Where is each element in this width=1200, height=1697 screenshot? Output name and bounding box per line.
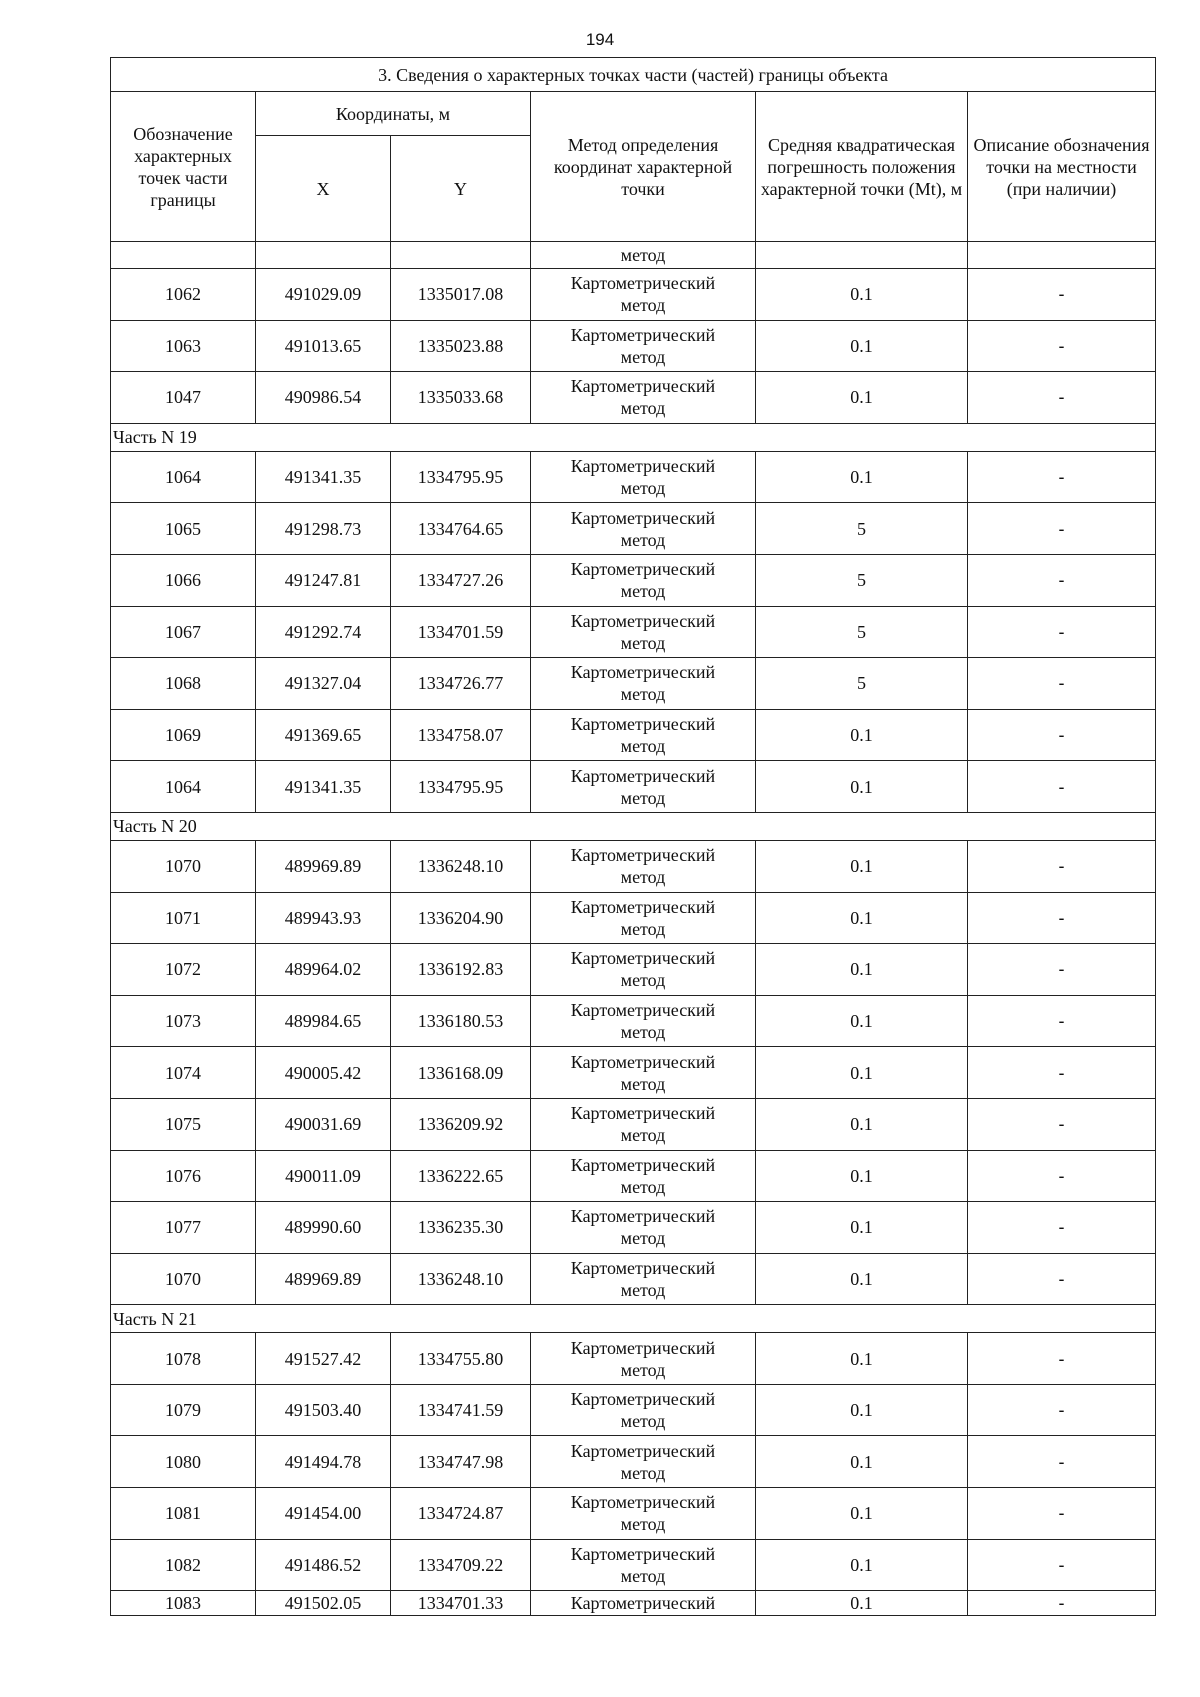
method-line-1: Картометрический <box>570 1492 716 1513</box>
method-line-2: метод <box>620 1073 666 1094</box>
cell-x: 491341.35 <box>256 451 391 503</box>
method-line-2: метод <box>620 398 666 419</box>
cell-y: 1336180.53 <box>391 995 531 1047</box>
cell-point-id: 1072 <box>111 944 256 996</box>
cell-point-id: 1079 <box>111 1384 256 1436</box>
cell-x: 491494.78 <box>256 1436 391 1488</box>
cell-empty <box>111 242 256 269</box>
cell-method <box>531 1150 756 1202</box>
cell-accuracy: 5 <box>756 503 968 555</box>
method-line-2: метод <box>620 1514 666 1535</box>
table-row <box>111 892 1156 944</box>
cell-x: 491292.74 <box>256 606 391 658</box>
method-line-1: Картометрический <box>570 896 716 917</box>
cell-point-id: 1080 <box>111 1436 256 1488</box>
header-description: Описание обозначения точки на местности (при наличии) <box>968 92 1156 242</box>
cell-description: - <box>968 451 1156 503</box>
method-line-2: метод <box>620 867 666 888</box>
cell-x: 491486.52 <box>256 1539 391 1591</box>
cell-point-id: 1070 <box>111 1253 256 1305</box>
cell-method <box>531 1202 756 1254</box>
cell-description: - <box>968 1150 1156 1202</box>
cell-description: - <box>968 658 1156 710</box>
cell-description: - <box>968 1539 1156 1591</box>
method-line-2: метод <box>620 684 666 705</box>
method-line-1: Картометрический <box>570 507 716 528</box>
method-line-1: Картометрический <box>570 1257 716 1278</box>
cell-method <box>531 606 756 658</box>
header-accuracy: Средняя квадратическая погрешность положения характерной точки (Mt), м <box>756 92 968 242</box>
table-row <box>111 320 1156 372</box>
cell-point-id: 1083 <box>111 1591 256 1616</box>
method-line-2: метод <box>620 1462 666 1483</box>
cell-method <box>531 709 756 761</box>
method-line-2: метод <box>620 787 666 808</box>
table-row <box>111 1150 1156 1202</box>
cell-y: 1335017.08 <box>391 269 531 321</box>
cell-empty <box>256 242 391 269</box>
cell-description: - <box>968 892 1156 944</box>
table-row <box>111 554 1156 606</box>
cell-x: 490986.54 <box>256 372 391 424</box>
cell-accuracy: 0.1 <box>756 1047 968 1099</box>
cell-method <box>531 1591 756 1616</box>
cell-point-id: 1074 <box>111 1047 256 1099</box>
method-line-2: метод <box>620 478 666 499</box>
cell-accuracy: 0.1 <box>756 1436 968 1488</box>
cell-y: 1334795.95 <box>391 761 531 813</box>
cell-x: 491341.35 <box>256 761 391 813</box>
cell-empty <box>756 242 968 269</box>
cell-description: - <box>968 1488 1156 1540</box>
cell-method <box>531 840 756 892</box>
method-line-1: Картометрический <box>570 1337 716 1358</box>
cell-x: 489984.65 <box>256 995 391 1047</box>
cell-accuracy: 0.1 <box>756 995 968 1047</box>
cell-x: 490031.69 <box>256 1098 391 1150</box>
cell-method <box>531 503 756 555</box>
table-row <box>111 1591 1156 1616</box>
table-row <box>111 709 1156 761</box>
cell-method <box>531 1333 756 1385</box>
method-line-2: метод <box>620 632 666 653</box>
method-line-1: Картометрический <box>570 1154 716 1175</box>
cell-method <box>531 892 756 944</box>
table-row <box>111 269 1156 321</box>
cell-y: 1335033.68 <box>391 372 531 424</box>
cell-x: 491298.73 <box>256 503 391 555</box>
method-line-1: Картометрический <box>570 1389 716 1410</box>
cell-accuracy: 0.1 <box>756 944 968 996</box>
cell-description: - <box>968 709 1156 761</box>
method-line-2: метод <box>620 1125 666 1146</box>
method-line-1: Картометрический <box>570 1440 716 1461</box>
cell-accuracy: 0.1 <box>756 269 968 321</box>
method-line-2: метод <box>620 1176 666 1197</box>
cell-method <box>531 1488 756 1540</box>
cell-description: - <box>968 606 1156 658</box>
cell-method <box>531 1539 756 1591</box>
cell-y: 1336248.10 <box>391 1253 531 1305</box>
cell-y: 1334758.07 <box>391 709 531 761</box>
header-y: Y <box>391 136 531 242</box>
method-line-1: Картометрический <box>570 324 716 345</box>
method-line-2: метод <box>620 1022 666 1043</box>
cell-description: - <box>968 1047 1156 1099</box>
cell-y: 1336235.30 <box>391 1202 531 1254</box>
cell-x: 489990.60 <box>256 1202 391 1254</box>
cell-y: 1334701.59 <box>391 606 531 658</box>
cell-accuracy: 0.1 <box>756 1202 968 1254</box>
part-heading: Часть N 21 <box>111 1305 1156 1333</box>
cell-y: 1336222.65 <box>391 1150 531 1202</box>
method-line-2: метод <box>620 346 666 367</box>
method-line-2: метод <box>620 970 666 991</box>
method-line-1: Картометрический <box>570 948 716 969</box>
cell-accuracy: 0.1 <box>756 1384 968 1436</box>
cell-description: - <box>968 840 1156 892</box>
method-line-1: Картометрический <box>570 1593 716 1614</box>
cell-y: 1334741.59 <box>391 1384 531 1436</box>
cell-y: 1334727.26 <box>391 554 531 606</box>
cell-method <box>531 995 756 1047</box>
cell-x: 489969.89 <box>256 1253 391 1305</box>
cell-x: 491247.81 <box>256 554 391 606</box>
method-line-2: метод <box>620 1565 666 1586</box>
cell-y: 1336168.09 <box>391 1047 531 1099</box>
method-line-1: Картометрический <box>570 1103 716 1124</box>
table-row <box>111 944 1156 996</box>
method-line-1: Картометрический <box>570 1051 716 1072</box>
cell-point-id: 1070 <box>111 840 256 892</box>
table-row <box>111 1384 1156 1436</box>
cell-y: 1334724.87 <box>391 1488 531 1540</box>
cell-method <box>531 372 756 424</box>
cell-x: 491502.05 <box>256 1591 391 1616</box>
method-line-1: Картометрический <box>570 456 716 477</box>
cell-x: 490011.09 <box>256 1150 391 1202</box>
cell-y: 1336209.92 <box>391 1098 531 1150</box>
cell-description: - <box>968 372 1156 424</box>
cell-description: - <box>968 1202 1156 1254</box>
table-body <box>111 242 1156 1616</box>
table-row <box>111 658 1156 710</box>
cell-method <box>531 761 756 813</box>
method-line-1: Картометрический <box>570 376 716 397</box>
cell-method <box>531 1047 756 1099</box>
boundary-points-table <box>110 57 1156 1616</box>
cell-description: - <box>968 1591 1156 1616</box>
cell-y: 1334755.80 <box>391 1333 531 1385</box>
cell-point-id: 1065 <box>111 503 256 555</box>
cell-x: 491327.04 <box>256 658 391 710</box>
table-row <box>111 840 1156 892</box>
cell-accuracy: 0.1 <box>756 1253 968 1305</box>
cell-description: - <box>968 1384 1156 1436</box>
cell-accuracy: 0.1 <box>756 372 968 424</box>
cell-accuracy: 0.1 <box>756 709 968 761</box>
cell-method <box>531 1098 756 1150</box>
method-line-2: метод <box>620 1279 666 1300</box>
cell-y: 1334795.95 <box>391 451 531 503</box>
cell-y: 1334747.98 <box>391 1436 531 1488</box>
cell-x: 490005.42 <box>256 1047 391 1099</box>
cell-method <box>531 658 756 710</box>
cell-y: 1335023.88 <box>391 320 531 372</box>
cell-y: 1334701.33 <box>391 1591 531 1616</box>
method-line-1: Картометрический <box>570 845 716 866</box>
cell-description: - <box>968 320 1156 372</box>
cell-point-id: 1063 <box>111 320 256 372</box>
cell-accuracy: 5 <box>756 658 968 710</box>
table-row <box>111 1098 1156 1150</box>
cell-y: 1334764.65 <box>391 503 531 555</box>
method-line-1: Картометрический <box>570 1000 716 1021</box>
page-number: 194 <box>585 30 615 49</box>
cell-empty <box>391 242 531 269</box>
cell-method <box>531 944 756 996</box>
method-line-2: метод <box>620 529 666 550</box>
cell-point-id: 1078 <box>111 1333 256 1385</box>
cell-x: 491527.42 <box>256 1333 391 1385</box>
cell-description: - <box>968 995 1156 1047</box>
method-line-1: Картометрический <box>570 1543 716 1564</box>
table-row <box>111 1047 1156 1099</box>
table-row <box>111 372 1156 424</box>
method-line-2: метод <box>620 581 666 602</box>
method-line-1: Картометрический <box>570 610 716 631</box>
cell-x: 491454.00 <box>256 1488 391 1540</box>
cell-method <box>531 320 756 372</box>
table-row <box>111 606 1156 658</box>
cell-point-id: 1064 <box>111 451 256 503</box>
cell-accuracy: 5 <box>756 606 968 658</box>
continuation-row <box>111 242 1156 269</box>
cell-description: - <box>968 269 1156 321</box>
cell-y: 1336204.90 <box>391 892 531 944</box>
cell-point-id: 1047 <box>111 372 256 424</box>
cell-point-id: 1073 <box>111 995 256 1047</box>
cell-point-id: 1071 <box>111 892 256 944</box>
table-row <box>111 1436 1156 1488</box>
cell-description: - <box>968 761 1156 813</box>
table-row <box>111 1253 1156 1305</box>
cell-empty <box>968 242 1156 269</box>
cell-description: - <box>968 1253 1156 1305</box>
cell-x: 489969.89 <box>256 840 391 892</box>
part-heading: Часть N 19 <box>111 423 1156 451</box>
cell-accuracy: 0.1 <box>756 1098 968 1150</box>
header-method: Метод определения координат характерной точки <box>531 92 756 242</box>
part-heading-row <box>111 423 1156 451</box>
method-line-1: Картометрический <box>570 273 716 294</box>
cell-point-id: 1067 <box>111 606 256 658</box>
cell-accuracy: 0.1 <box>756 840 968 892</box>
cell-point-id: 1066 <box>111 554 256 606</box>
cell-accuracy: 0.1 <box>756 1488 968 1540</box>
cell-method <box>531 1384 756 1436</box>
method-line-2: метод <box>620 1228 666 1249</box>
cell-x: 491013.65 <box>256 320 391 372</box>
part-heading-row <box>111 812 1156 840</box>
method-line-2: метод <box>620 1359 666 1380</box>
cell-point-id: 1075 <box>111 1098 256 1150</box>
cell-point-id: 1069 <box>111 709 256 761</box>
method-line-1: Картометрический <box>570 1206 716 1227</box>
method-line-2: метод <box>620 918 666 939</box>
table-row <box>111 451 1156 503</box>
cell-accuracy: 0.1 <box>756 1333 968 1385</box>
cell-method <box>531 554 756 606</box>
header-x: X <box>256 136 391 242</box>
table-row <box>111 1539 1156 1591</box>
cell-point-id: 1062 <box>111 269 256 321</box>
cell-point-id: 1068 <box>111 658 256 710</box>
cell-description: - <box>968 1436 1156 1488</box>
cell-point-id: 1064 <box>111 761 256 813</box>
cell-description: - <box>968 1333 1156 1385</box>
cell-accuracy: 0.1 <box>756 451 968 503</box>
cell-point-id: 1082 <box>111 1539 256 1591</box>
cell-method <box>531 269 756 321</box>
method-line-1: Картометрический <box>570 662 716 683</box>
table-row <box>111 1333 1156 1385</box>
method-line-1: Картометрический <box>570 559 716 580</box>
cell-description: - <box>968 503 1156 555</box>
cell-y: 1334709.22 <box>391 1539 531 1591</box>
method-line-1: Картометрический <box>570 765 716 786</box>
cell-y: 1336248.10 <box>391 840 531 892</box>
method-line-2: метод <box>620 295 666 316</box>
part-heading: Часть N 20 <box>111 812 1156 840</box>
method-line-1: Картометрический <box>570 714 716 735</box>
method-line-2: метод <box>620 736 666 757</box>
cell-accuracy: 0.1 <box>756 892 968 944</box>
table-row <box>111 503 1156 555</box>
cell-x: 491503.40 <box>256 1384 391 1436</box>
cell-point-id: 1077 <box>111 1202 256 1254</box>
cell-point-id: 1081 <box>111 1488 256 1540</box>
cell-y: 1334726.77 <box>391 658 531 710</box>
cell-method <box>531 1436 756 1488</box>
cell-accuracy: 5 <box>756 554 968 606</box>
table-row <box>111 1488 1156 1540</box>
cell-x: 491029.09 <box>256 269 391 321</box>
table-row <box>111 995 1156 1047</box>
cell-x: 489964.02 <box>256 944 391 996</box>
cell-x: 491369.65 <box>256 709 391 761</box>
cell-description: - <box>968 944 1156 996</box>
header-designation: Обозначение характерных точек части границы <box>111 92 256 242</box>
method-line-2: метод <box>620 1411 666 1432</box>
cell-accuracy: 0.1 <box>756 320 968 372</box>
cell-method <box>531 451 756 503</box>
table-caption: 3. Сведения о характерных точках части (частей) границы объекта <box>111 58 1156 92</box>
cell-accuracy: 0.1 <box>756 1539 968 1591</box>
cell-accuracy: 0.1 <box>756 1150 968 1202</box>
cell-y: 1336192.83 <box>391 944 531 996</box>
cell-x: 489943.93 <box>256 892 391 944</box>
cell-method <box>531 1253 756 1305</box>
cell-accuracy: 0.1 <box>756 1591 968 1616</box>
table-row <box>111 761 1156 813</box>
cell-method-continuation: метод <box>531 242 756 269</box>
cell-point-id: 1076 <box>111 1150 256 1202</box>
header-coordinates: Координаты, м <box>256 92 531 136</box>
cell-accuracy: 0.1 <box>756 761 968 813</box>
cell-description: - <box>968 1098 1156 1150</box>
cell-description: - <box>968 554 1156 606</box>
table-row <box>111 1202 1156 1254</box>
part-heading-row <box>111 1305 1156 1333</box>
